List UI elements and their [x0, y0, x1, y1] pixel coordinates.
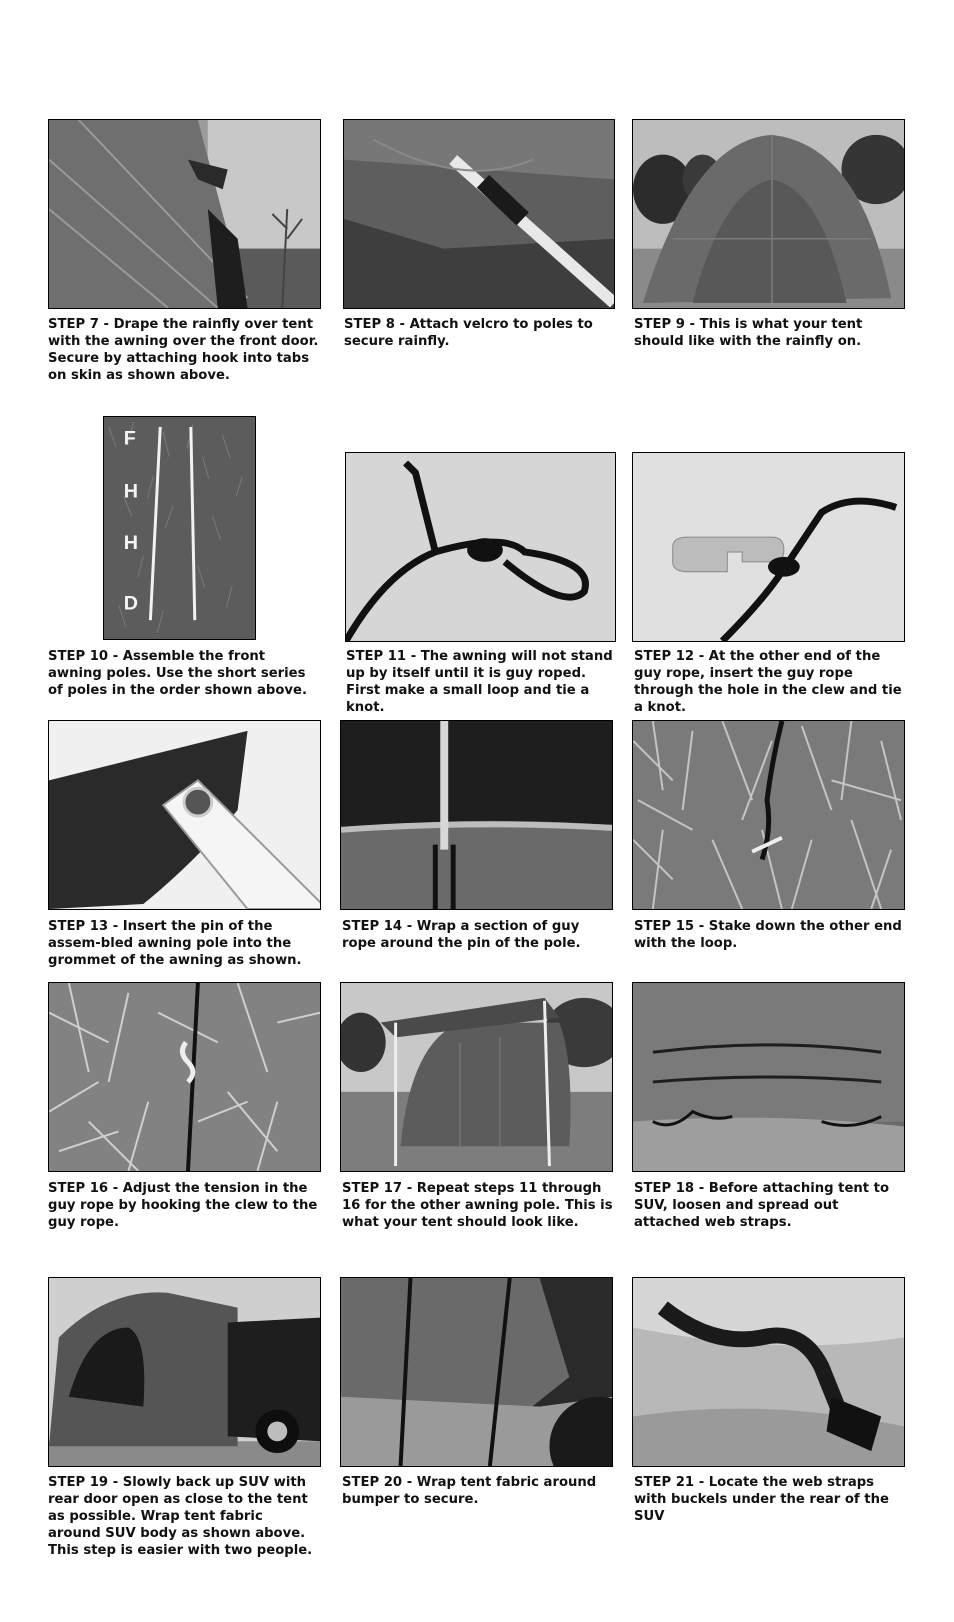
- step-20-caption: STEP 20 - Wrap tent fabric around bumper to secure.: [342, 1475, 597, 1507]
- pole-label-h-2: H: [123, 531, 138, 554]
- step-18-caption: STEP 18 - Before attaching tent to SUV, loosen and spread out attached web straps.: [634, 1181, 890, 1230]
- step-19-caption: STEP 19 - Slowly back up SUV with rear door open as close to the tent as possible. Wrap tent fabric around SUV body as shown above. This step is easier with two people.: [48, 1475, 313, 1558]
- step-15-photo: [632, 720, 905, 910]
- step-7-caption: STEP 7 - Drape the rainfly over tent with the awning over the front door. Secure by attaching hook into tabs on skin as shown above.: [48, 317, 319, 383]
- step-13-caption: STEP 13 - Insert the pin of the assem-bled awning pole into the grommet of the awning as shown.: [48, 919, 302, 968]
- step-17-caption: STEP 17 - Repeat steps 11 through 16 for the other awning pole. This is what your tent should look like.: [342, 1181, 613, 1230]
- step-21-photo: [632, 1277, 905, 1467]
- step-11-photo: [345, 452, 616, 642]
- pole-label-h-1: H: [123, 480, 138, 503]
- step-9-caption: STEP 9 - This is what your tent should like with the rainfly on.: [634, 317, 863, 349]
- step-20-photo: [340, 1277, 613, 1467]
- step-14-photo: [340, 720, 613, 910]
- step-14-caption: STEP 14 - Wrap a section of guy rope around the pin of the pole.: [342, 919, 581, 951]
- pole-label-f: F: [123, 427, 136, 450]
- step-11-caption: STEP 11 - The awning will not stand up by itself until it is guy roped. First make a small loop and tie a knot.: [346, 649, 613, 715]
- step-15-caption: STEP 15 - Stake down the other end with the loop.: [634, 919, 902, 951]
- step-7-photo: [48, 119, 321, 309]
- step-8-photo: [343, 119, 615, 309]
- step-8-caption: STEP 8 - Attach velcro to poles to secure rainfly.: [344, 317, 593, 349]
- step-12-photo: [632, 452, 905, 642]
- step-16-photo: [48, 982, 321, 1172]
- pole-label-d: D: [123, 592, 138, 615]
- step-16-caption: STEP 16 - Adjust the tension in the guy rope by hooking the clew to the guy rope.: [48, 1181, 318, 1230]
- step-12-caption: STEP 12 - At the other end of the guy rope, insert the guy rope through the hole in the clew and tie a knot.: [634, 649, 902, 715]
- step-21-caption: STEP 21 - Locate the web straps with buckels under the rear of the SUV: [634, 1475, 889, 1524]
- step-19-photo: [48, 1277, 321, 1467]
- step-10-photo: [103, 416, 256, 640]
- step-13-photo: [48, 720, 321, 910]
- step-18-photo: [632, 982, 905, 1172]
- step-9-photo: [632, 119, 905, 309]
- step-17-photo: [340, 982, 613, 1172]
- step-10-caption: STEP 10 - Assemble the front awning poles. Use the short series of poles in the order shown above.: [48, 649, 307, 698]
